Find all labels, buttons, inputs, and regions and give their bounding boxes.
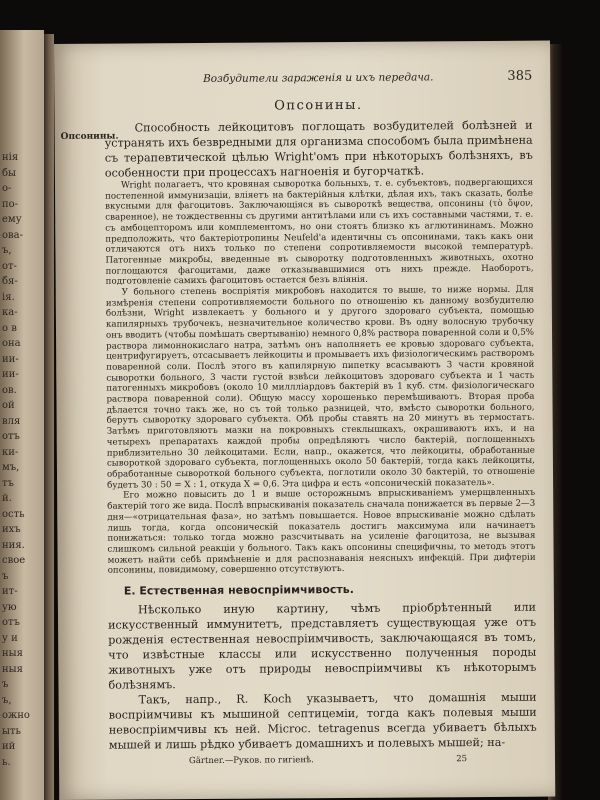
left-page-fragment: ость [2, 508, 25, 520]
left-page-fragment: ии- [2, 369, 19, 380]
left-page-fragment: о- [2, 183, 12, 194]
paragraph-natural-immunity: Нѣсколько иную картину, чѣмъ пріобрѣтенный или искусственный иммунитетъ, представляетъ существующая уже отъ рожденія естественная невоспріимчивость, заключающаяся въ томъ, что извѣстные классы или искусственно полученныя породы животныхъ уже отъ природы невоспріимчивы къ нѣкоторымъ болѣзнямъ. [108, 600, 537, 692]
left-page-fragment: ки- [2, 446, 19, 458]
paragraph-intro: Способность лейкоцитовъ поглощать возбудителей болѣзней и устранять ихъ безвредными для организма способомъ была примѣнена съ терапевтической цѣлью Wright'омъ при нѣкоторыхъ болѣзняхъ, въ особенности при процессахъ нагноенія и бугорчаткѣ. [104, 118, 533, 180]
footer-sheet-number: 25 [456, 754, 468, 765]
paragraph-index: Его можно повысить до 1 и выше осторожнымъ впрыскиваніемъ умерщвленныхъ бактерій того же вида. Послѣ впрыскиванія показатель сначала понижается въ первые 2—3 дня—«отрицательная фаза», но затѣмъ повышается. Новое впрыскиваніе можно сдѣлать лишь тогда, когда опсоническій показатель достигъ максимума или начинаетъ понижаться: только тогда можно разсчитывать на усиленіе фагоцитоза, не вызывая слишкомъ сильной реакціи у больного. Такъ какъ опсонины специфичны, то методъ этотъ можетъ найти себѣ примѣненіе и для распознаванія неясныхъ инфекцій. При дифтеріи опсонины, повидимому, совершенно отсутствуютъ. [107, 488, 536, 576]
left-page-fragment: ов. [2, 384, 17, 396]
left-page-fragment: мъ, [2, 462, 20, 473]
left-page-fragment: ихъ [2, 524, 21, 535]
page-content [60, 68, 537, 769]
left-page-fragment: ова- [2, 229, 23, 241]
left-page-fragment: ему [2, 214, 22, 225]
running-head [104, 68, 533, 92]
margin-note: Опсонины. [60, 131, 119, 142]
paragraph-koch-example: Такъ, напр., R. Koch указываетъ, что домашнія мыши воспріимчивы къ мышиной септицеміи, тогда какъ полевыя мыши невоспріимчивы къ ней. Microc. tetragenus всегда убиваетъ бѣлыхъ мышей и лишь рѣдко убиваетъ домашнихъ и полевыхъ мышей; на- [108, 690, 537, 752]
left-page-fragment: ь. [2, 756, 11, 768]
left-page-fragment: ой [2, 400, 15, 411]
left-page-fragment: й. [2, 493, 12, 504]
footer-signature: Gärtner.—Руков. по гигіенѣ. [188, 755, 314, 767]
left-page-fragment: ка- [2, 307, 18, 318]
left-page-fragment: ния. [2, 539, 25, 551]
left-page-fragment: ую [2, 601, 17, 613]
left-page-fragment: ий [2, 741, 16, 752]
left-page-fragment: у и [2, 632, 18, 644]
left-page-fragment: ит- [2, 586, 18, 597]
section-title: Опсонины. [274, 97, 363, 114]
left-page-fragment: ныя [2, 648, 23, 659]
left-page-fragment: она [2, 338, 21, 349]
book-page [54, 41, 555, 800]
left-page-fragment: свое [2, 555, 26, 566]
left-page-fragment: ія. [2, 291, 15, 303]
subsection-title: Е. Естественная невоспріимчивость. [123, 582, 354, 598]
left-page-fragment: ыть [2, 725, 21, 737]
left-page-fragment: по- [2, 198, 19, 210]
left-page-fragment: от- [2, 260, 17, 272]
left-page-fragment: ъ [2, 679, 9, 690]
left-page-fragment: отъ [2, 617, 20, 628]
paragraph-method: У больного степень воспріятія микробовъ находится то выше, то ниже нормы. Для измѣренія степени сопротивляемости больного по отношенію къ данному возбудителю болѣзни, Wright извлекаетъ у больного и у другого здороваго субъекта, помощью капилярныхъ трубочекъ, незначительное количество крови. Въ одну волосную трубочку онъ вводитъ (чтобы помѣшать свертыванію) немного 0,8% раствора поваренной соли и 0,5% раствора лимоннокислаго натра, затѣмъ онъ наполняетъ ее кровью здороваго субъекта, центрифугируетъ, отсасываетъ лейкоциты и промываетъ ихъ физіологическимъ растворомъ поваренной соли. Послѣ этого въ капилярную пипетку всасываютъ 3 части кровяной сыворотки больного, 3 части густой взвѣси лейкоцитовъ здороваго субъекта и 1 часть патогенныхъ микробовъ (около 10 миллліардовъ бактерій въ 1 куб. стм. физіологическаго раствора поваренной соли). Общую массу хорошенько перемѣшиваютъ. Вторая проба дѣлается точно такъ же, но съ той только разницей, что, вмѣсто сыворотки больного, берутъ сыворотку здороваго субъекта. Обѣ пробы ставятъ на 20 минутъ въ термостатъ. Затѣмъ приготовляютъ мазки на покровныхъ стеклышкахъ, окрашиваютъ ихъ, и на четырехъ препаратахъ каждой пробы опредѣляютъ число бактерій, поглощенныхъ приблизительно 30 лейкоцитами. Если, напр., окажется, что лейкоциты, обработанные сывороткой здороваго субъекта, поглощенныхъ около 50 бактерій, тогда какъ лейкоциты, обработанные сывороткой больного субъекта, поглотили около 30 бактерій, то отношеніе будетъ 30 : 50 = X : 1, откуда X = 0,6. Эта цифра и есть «опсоническій показатель». [105, 284, 536, 491]
left-page-fragment: вля [2, 415, 21, 427]
left-page-fragment: о в [2, 322, 17, 334]
paragraph-wright-theory: Wright полагаетъ, что кровяная сыворотка больныхъ, т. е. субъектовъ, подвергающихся постепенной иммунизаціи, вліяетъ на бактерійныя клѣтки, дѣлая ихъ, такъ сказать, болѣе вкусными для фагоцитовъ. Заключающіяся въ сывороткѣ вещества, опсонины (τὸ ὄψον, сваренное), не тождественны съ другими антитѣлами или съ ихъ составными частями, т. е. съ амбоцепторомъ или комплементомъ, но они стоятъ близко къ аглютининамъ. Можно предположить, что бактеріотропины Neufeld'а идентичны съ опсонинами, такъ какъ они отличаются отъ нихъ только по степени сопротивляемости высокой температурѣ. Патогенные микробы, введенные въ сыворотку подготовленныхъ животныхъ, охотно поглощаются фагоцитами, даже отказывавшимися отъ нихъ прежде. Наоборотъ, подготовленіе самихъ фагоцитовъ остается безъ вліянія. [105, 177, 534, 287]
left-page-fragment: ъ, [2, 245, 12, 256]
left-page-fragment: нія [2, 152, 19, 163]
left-page-fragment: бы [2, 167, 16, 179]
left-page-fragment: ии- [2, 353, 19, 365]
running-title: Возбудители зараженія и ихъ передача. [203, 71, 434, 85]
left-page-fragment: тъ [2, 477, 14, 489]
left-page-fragment: бя- [2, 276, 18, 287]
left-page-fragment: отъ [2, 431, 20, 442]
left-page-fragment: ныя [2, 663, 23, 675]
left-page-fragment: ъ, [2, 694, 12, 706]
book-gutter [44, 34, 54, 800]
left-page-fragment: ожно [2, 710, 30, 721]
left-page-edge [0, 30, 44, 800]
left-page-fragment: ъ [2, 570, 9, 582]
left-page-fragments [2, 150, 30, 770]
page-number: 385 [507, 68, 533, 84]
page-footer [109, 754, 537, 769]
